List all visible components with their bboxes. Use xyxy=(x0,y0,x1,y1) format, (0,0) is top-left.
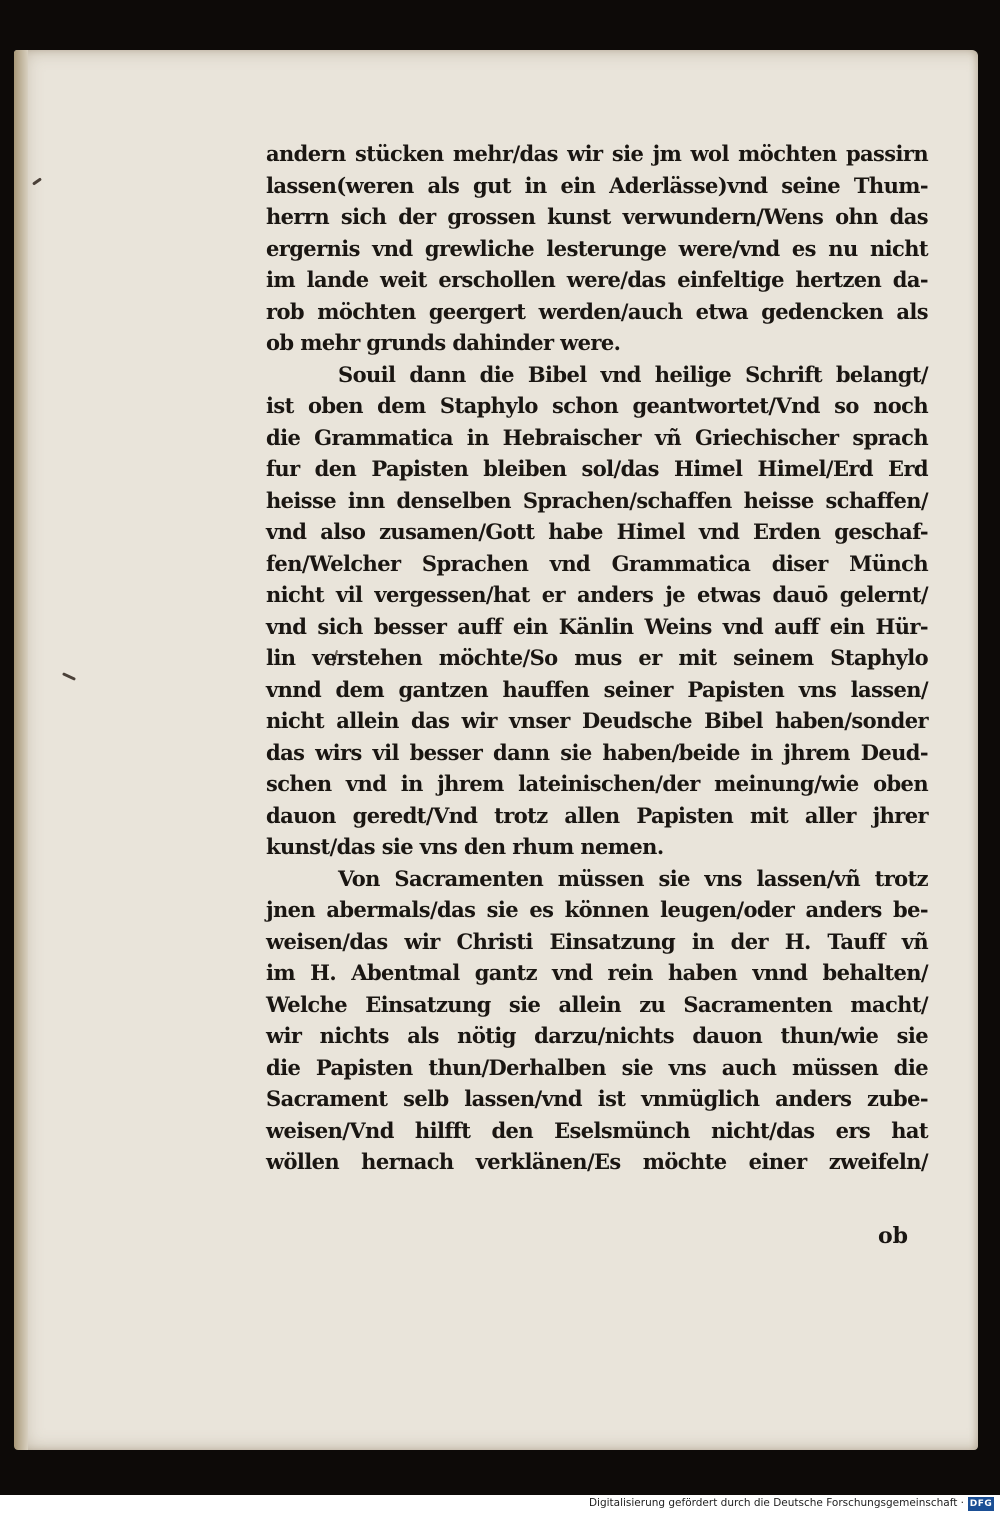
text-line: dauon geredt/Vnd trotz allen Papisten mit aller jhrer xyxy=(266,802,928,828)
text-line: fur den Papisten bleiben sol/das Himel Himel/Erd Erd xyxy=(266,456,928,481)
text-line: vnnd dem gantzen hauffen seiner Papisten vns lassen/ xyxy=(266,676,928,702)
text-line: im lande weit erschollen were/das einfeltige hertzen da- xyxy=(266,267,928,292)
text-line: nicht allein das wir vnser Deudsche Bibel haben/sonder xyxy=(266,708,928,733)
funding-credit: Digitalisierung gefördert durch die Deutsche Forschungsgemeinschaft · xyxy=(588,1497,964,1509)
text-line: Welche Einsatzung sie allein zu Sacramenten macht/ xyxy=(266,991,928,1017)
text-line: Sacrament selb lassen/vnd ist vnmüglich anders zube- xyxy=(266,1086,928,1111)
text-line: kunst/das sie vns den rhum nemen. xyxy=(266,834,664,859)
text-line: fen/Welcher Sprachen vnd Grammatica diser Münch xyxy=(266,550,928,576)
text-line: das wirs vil besser dann sie haben/beide in jhrem Deud- xyxy=(266,739,928,765)
text-line: vnd sich besser auff ein Känlin Weins vnd auff ein Hür- xyxy=(266,613,928,639)
text-line: jnen abermals/das sie es können leugen/oder anders be- xyxy=(266,897,928,922)
text-line: heisse inn denselben Sprachen/schaffen heisse schaffen/ xyxy=(266,487,928,513)
text-line: vnd also zusamen/Gott habe Himel vnd Erden geschaf- xyxy=(266,519,928,544)
footer-bar xyxy=(0,1495,1000,1515)
text-line: wöllen hernach verklänen/Es möchte einer zweifeln/ xyxy=(266,1149,928,1174)
text-line: schen vnd in jhrem lateinischen/der meinung/wie oben xyxy=(266,771,928,796)
ink-stain-mark xyxy=(32,177,42,185)
text-line: Von Sacramenten müssen sie vns lassen/vñ trotz xyxy=(338,865,928,891)
text-line: nicht vil vergessen/hat er anders je etwas dauō gelernt/ xyxy=(266,582,928,607)
text-line: im H. Abentmal gantz vnd rein haben vnnd behalten/ xyxy=(266,960,928,985)
text-line: andern stücken mehr/das wir sie jm wol möchten passirn xyxy=(266,141,928,166)
text-line: die Papisten thun/Derhalben sie vns auch müssen die xyxy=(266,1054,928,1080)
text-line: wir nichts als nötig darzu/nichts dauon thun/wie sie xyxy=(266,1023,928,1048)
dfg-logo-icon: DFG xyxy=(969,1499,993,1509)
ink-stain-mark xyxy=(62,672,76,681)
text-line: rob möchten geergert werden/auch etwa gedencken als xyxy=(266,298,928,324)
page-spine xyxy=(14,50,28,1450)
text-line: lin verstehen möchte/So mus er mit seinem Staphylo xyxy=(266,645,928,670)
text-line: herrn sich der grossen kunst verwundern/Wens ohn das xyxy=(266,204,928,229)
catchword: ob xyxy=(877,1223,908,1249)
text-line: ergernis vnd grewliche lesterunge were/vnd es nu nicht xyxy=(266,235,928,261)
text-line: die Grammatica in Hebraischer vñ Griechischer sprach xyxy=(266,424,928,450)
body-text xyxy=(266,138,928,1178)
text-line: lassen(weren als gut in ein Aderlässe)vnd seine Thum- xyxy=(266,172,928,198)
text-line: weisen/Vnd hilfft den Eselsmünch nicht/das ers hat xyxy=(266,1117,928,1143)
text-line: Souil dann die Bibel vnd heilige Schrift belangt/ xyxy=(338,361,928,387)
text-line: ob mehr grunds dahinder were. xyxy=(266,330,621,355)
text-line: ist oben dem Staphylo schon geantwortet/Vnd so noch xyxy=(266,393,928,418)
text-line: weisen/das wir Christi Einsatzung in der H. Tauff vñ xyxy=(266,928,928,954)
